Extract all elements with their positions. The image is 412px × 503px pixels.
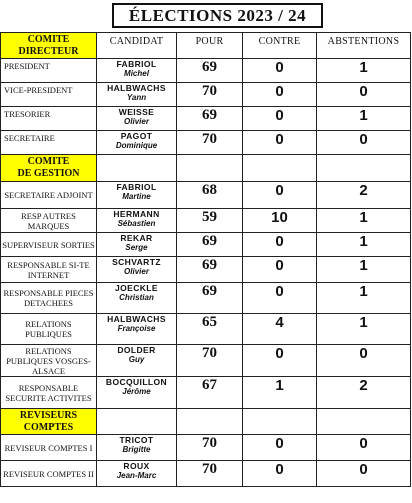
results-body bbox=[1, 33, 411, 487]
votes-pour: 67 bbox=[177, 377, 243, 409]
votes-abstentions: 0 bbox=[317, 131, 411, 155]
votes-abstentions: 0 bbox=[317, 83, 411, 107]
candidate-last-name: TRICOT bbox=[119, 435, 154, 445]
empty-cell bbox=[317, 409, 411, 435]
votes-abstentions: 1 bbox=[317, 257, 411, 283]
election-title: ÉLECTIONS 2023 / 24 bbox=[112, 3, 323, 28]
candidate-row bbox=[1, 377, 411, 409]
candidate-row bbox=[1, 345, 411, 377]
candidate-first-name: Olivier bbox=[124, 117, 149, 126]
candidate-row bbox=[1, 83, 411, 107]
header-candidat: CANDIDAT bbox=[97, 33, 177, 59]
votes-contre: 10 bbox=[243, 209, 317, 233]
candidate-first-name: Michel bbox=[124, 69, 149, 78]
election-results-table bbox=[0, 32, 411, 487]
role-cell: RELATIONS PUBLIQUES VOSGES-ALSACE bbox=[1, 345, 97, 377]
votes-pour: 65 bbox=[177, 314, 243, 345]
votes-pour: 70 bbox=[177, 461, 243, 487]
candidate-row bbox=[1, 283, 411, 314]
votes-abstentions: 1 bbox=[317, 107, 411, 131]
candidate-first-name: Jean-Marc bbox=[116, 471, 157, 480]
candidate-cell bbox=[97, 435, 177, 461]
candidate-first-name: Olivier bbox=[124, 267, 149, 276]
section-header-row bbox=[1, 33, 411, 59]
role-cell: TRESORIER bbox=[1, 107, 97, 131]
candidate-last-name: HALBWACHS bbox=[107, 83, 166, 93]
candidate-cell bbox=[97, 257, 177, 283]
role-cell: RELATIONS PUBLIQUES bbox=[1, 314, 97, 345]
role-cell: SUPERVISEUR SORTIES bbox=[1, 233, 97, 257]
votes-abstentions: 1 bbox=[317, 314, 411, 345]
candidate-row bbox=[1, 314, 411, 345]
votes-abstentions: 2 bbox=[317, 182, 411, 209]
candidate-cell bbox=[97, 233, 177, 257]
empty-cell bbox=[97, 409, 177, 435]
candidate-row bbox=[1, 435, 411, 461]
votes-abstentions: 0 bbox=[317, 461, 411, 487]
votes-pour: 69 bbox=[177, 107, 243, 131]
votes-pour: 59 bbox=[177, 209, 243, 233]
votes-contre: 1 bbox=[243, 377, 317, 409]
header-pour: POUR bbox=[177, 33, 243, 59]
votes-contre: 0 bbox=[243, 283, 317, 314]
candidate-first-name: Sébastien bbox=[117, 219, 156, 228]
header-abstentions: ABSTENTIONS bbox=[317, 33, 411, 59]
votes-pour: 70 bbox=[177, 131, 243, 155]
votes-contre: 0 bbox=[243, 182, 317, 209]
candidate-row bbox=[1, 461, 411, 487]
votes-contre: 0 bbox=[243, 435, 317, 461]
candidate-last-name: HALBWACHS bbox=[107, 314, 166, 324]
section-label-line2: COMPTES bbox=[23, 421, 74, 433]
candidate-cell bbox=[97, 182, 177, 209]
empty-cell bbox=[177, 409, 243, 435]
votes-pour: 69 bbox=[177, 283, 243, 314]
candidate-first-name: Dominique bbox=[115, 141, 158, 150]
candidate-cell bbox=[97, 83, 177, 107]
section-header-row bbox=[1, 409, 411, 435]
header-contre: CONTRE bbox=[243, 33, 317, 59]
candidate-cell bbox=[97, 345, 177, 377]
role-cell: REVISEUR COMPTES II bbox=[1, 461, 97, 487]
votes-abstentions: 2 bbox=[317, 377, 411, 409]
section-label-line2: DIRECTEUR bbox=[18, 45, 79, 57]
votes-abstentions: 1 bbox=[317, 233, 411, 257]
votes-contre: 4 bbox=[243, 314, 317, 345]
candidate-last-name: SCHVARTZ bbox=[112, 257, 161, 267]
candidate-row bbox=[1, 257, 411, 283]
candidate-first-name: Jérôme bbox=[122, 387, 151, 396]
role-cell: PRESIDENT bbox=[1, 59, 97, 83]
candidate-row bbox=[1, 107, 411, 131]
votes-contre: 0 bbox=[243, 257, 317, 283]
candidate-first-name: Serge bbox=[125, 243, 148, 252]
votes-pour: 70 bbox=[177, 83, 243, 107]
empty-cell bbox=[243, 155, 317, 182]
votes-pour: 69 bbox=[177, 257, 243, 283]
candidate-cell bbox=[97, 59, 177, 83]
votes-pour: 70 bbox=[177, 435, 243, 461]
empty-cell bbox=[317, 155, 411, 182]
candidate-cell bbox=[97, 131, 177, 155]
votes-pour: 70 bbox=[177, 345, 243, 377]
role-cell: VICE-PRESIDENT bbox=[1, 83, 97, 107]
candidate-cell bbox=[97, 107, 177, 131]
votes-abstentions: 1 bbox=[317, 283, 411, 314]
section-header-row bbox=[1, 155, 411, 182]
votes-pour: 69 bbox=[177, 233, 243, 257]
section-label bbox=[1, 33, 97, 59]
section-label-line1: COMITE bbox=[27, 156, 70, 167]
votes-abstentions: 1 bbox=[317, 209, 411, 233]
candidate-row bbox=[1, 59, 411, 83]
candidate-last-name: WEISSE bbox=[118, 107, 155, 117]
candidate-last-name: FABRIOL bbox=[116, 59, 157, 69]
candidate-first-name: Françoise bbox=[117, 324, 156, 333]
role-cell: REVISEUR COMPTES I bbox=[1, 435, 97, 461]
votes-contre: 0 bbox=[243, 461, 317, 487]
role-cell: RESP AUTRES MARQUES bbox=[1, 209, 97, 233]
candidate-last-name: DOLDER bbox=[117, 345, 156, 355]
candidate-last-name: HERMANN bbox=[113, 209, 160, 219]
role-cell: RESPONSABLE PIECES DETACHEES bbox=[1, 283, 97, 314]
votes-abstentions: 1 bbox=[317, 59, 411, 83]
section-label-line1: COMITE bbox=[27, 33, 70, 45]
candidate-last-name: ROUX bbox=[123, 461, 150, 471]
votes-pour: 68 bbox=[177, 182, 243, 209]
empty-cell bbox=[97, 155, 177, 182]
candidate-last-name: JOECKLE bbox=[115, 283, 158, 293]
candidate-first-name: Martine bbox=[122, 192, 151, 201]
role-cell: SECRETAIRE ADJOINT bbox=[1, 182, 97, 209]
section-label-line2: DE GESTION bbox=[17, 168, 80, 179]
votes-contre: 0 bbox=[243, 59, 317, 83]
candidate-row bbox=[1, 182, 411, 209]
candidate-last-name: BOCQUILLON bbox=[105, 377, 168, 387]
candidate-first-name: Christian bbox=[119, 293, 154, 302]
section-label-line1: REVISEURS bbox=[19, 409, 78, 421]
candidate-cell bbox=[97, 377, 177, 409]
candidate-cell bbox=[97, 461, 177, 487]
candidate-first-name: Guy bbox=[128, 355, 145, 364]
candidate-first-name: Brigitte bbox=[122, 445, 151, 454]
votes-contre: 0 bbox=[243, 131, 317, 155]
candidate-cell bbox=[97, 209, 177, 233]
role-cell: RESPONSABLE SECURITE ACTIVITES bbox=[1, 377, 97, 409]
candidate-row bbox=[1, 233, 411, 257]
candidate-row bbox=[1, 209, 411, 233]
candidate-last-name: FABRIOL bbox=[116, 182, 157, 192]
role-cell: RESPONSABLE SI-TE INTERNET bbox=[1, 257, 97, 283]
candidate-cell bbox=[97, 314, 177, 345]
votes-abstentions: 0 bbox=[317, 435, 411, 461]
votes-pour: 69 bbox=[177, 59, 243, 83]
votes-abstentions: 0 bbox=[317, 345, 411, 377]
votes-contre: 0 bbox=[243, 83, 317, 107]
empty-cell bbox=[177, 155, 243, 182]
votes-contre: 0 bbox=[243, 233, 317, 257]
candidate-cell bbox=[97, 283, 177, 314]
section-label bbox=[1, 409, 97, 435]
role-cell: SECRETAIRE bbox=[1, 131, 97, 155]
candidate-last-name: PAGOT bbox=[120, 131, 153, 141]
empty-cell bbox=[243, 409, 317, 435]
candidate-last-name: REKAR bbox=[120, 233, 153, 243]
votes-contre: 0 bbox=[243, 107, 317, 131]
section-label bbox=[1, 155, 97, 182]
candidate-row bbox=[1, 131, 411, 155]
candidate-first-name: Yann bbox=[126, 93, 147, 102]
votes-contre: 0 bbox=[243, 345, 317, 377]
